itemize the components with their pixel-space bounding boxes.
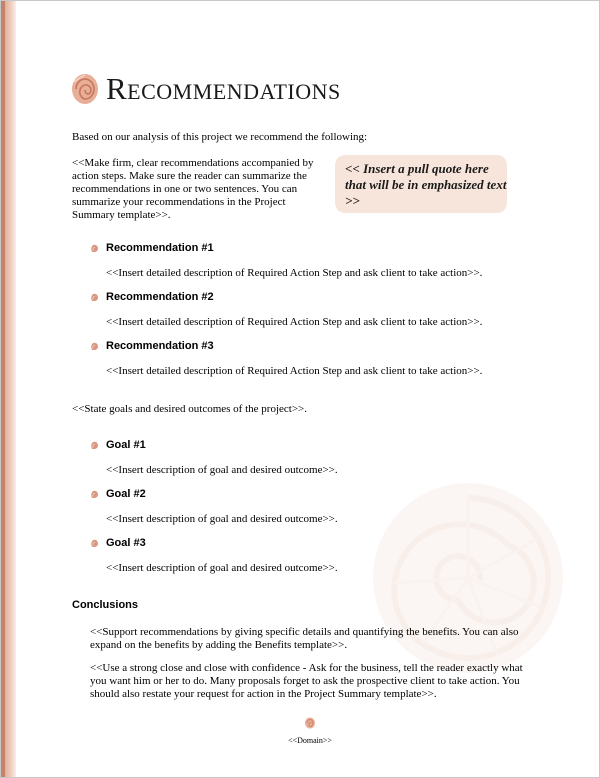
nautilus-shell-icon [70, 70, 102, 106]
page-title: Recommendations [106, 70, 341, 106]
shell-bullet-icon [90, 539, 99, 548]
recommendation-description: <<Insert detailed description of Required Action Step and ask client to take action>>. [106, 267, 483, 279]
left-accent-stripe [1, 1, 5, 777]
goal-label: Goal #2 [106, 488, 146, 500]
shell-bullet-icon [90, 244, 99, 253]
shell-bullet-icon [90, 342, 99, 351]
recommendation-label: Recommendation #2 [106, 291, 214, 303]
goals-intro-text: <<State goals and desired outcomes of the project>>. [72, 403, 307, 415]
pull-quote: << Insert a pull quote here that will be in emphasized text >> [335, 155, 507, 213]
conclusions-paragraph: <<Use a strong close and close with confidence - Ask for the business, tell the reader exactly what you want him or her to do. Many proposals forget to ask the prospective client to take action. You should also restate your request for action in the Project Summary template>>. [90, 662, 523, 700]
shell-bullet-icon [90, 490, 99, 499]
shell-bullet-icon [90, 293, 99, 302]
goal-description: <<Insert description of goal and desired outcome>>. [106, 513, 338, 525]
goal-description: <<Insert description of goal and desired outcome>>. [106, 562, 338, 574]
goal-heading [90, 439, 146, 452]
goal-description: <<Insert description of goal and desired outcome>>. [106, 464, 338, 476]
recommendation-heading [90, 291, 214, 304]
goal-heading [90, 488, 146, 501]
nautilus-shell-icon [304, 716, 316, 729]
recommendations-summary-text: <<Make firm, clear recommendations accompanied by action steps. Make sure the reader can summarize the recommendations in one or two sentences. You can summarize your recommendations in the Project Summary template>>. [72, 157, 314, 221]
recommendation-description: <<Insert detailed description of Required Action Step and ask client to take action>>. [106, 316, 483, 328]
page-footer [270, 716, 350, 748]
footer-domain-text: <<Domain>> [288, 736, 332, 745]
shell-bullet-icon [90, 441, 99, 450]
recommendation-heading [90, 242, 214, 255]
page-title-row [70, 70, 341, 106]
goal-label: Goal #1 [106, 439, 146, 451]
conclusions-heading: Conclusions [72, 599, 139, 611]
recommendation-label: Recommendation #3 [106, 340, 214, 352]
intro-text: Based on our analysis of this project we recommend the following: [72, 131, 368, 143]
goal-heading [90, 537, 146, 550]
left-accent-bar [1, 1, 16, 777]
recommendation-heading [90, 340, 214, 353]
goal-label: Goal #3 [106, 537, 146, 549]
recommendation-description: <<Insert detailed description of Required Action Step and ask client to take action>>. [106, 365, 483, 377]
conclusions-paragraph: <<Support recommendations by giving specific details and quantifying the benefits. You can also expand on the benefits by adding the Benefits template>>. [90, 626, 519, 651]
recommendation-label: Recommendation #1 [106, 242, 214, 254]
